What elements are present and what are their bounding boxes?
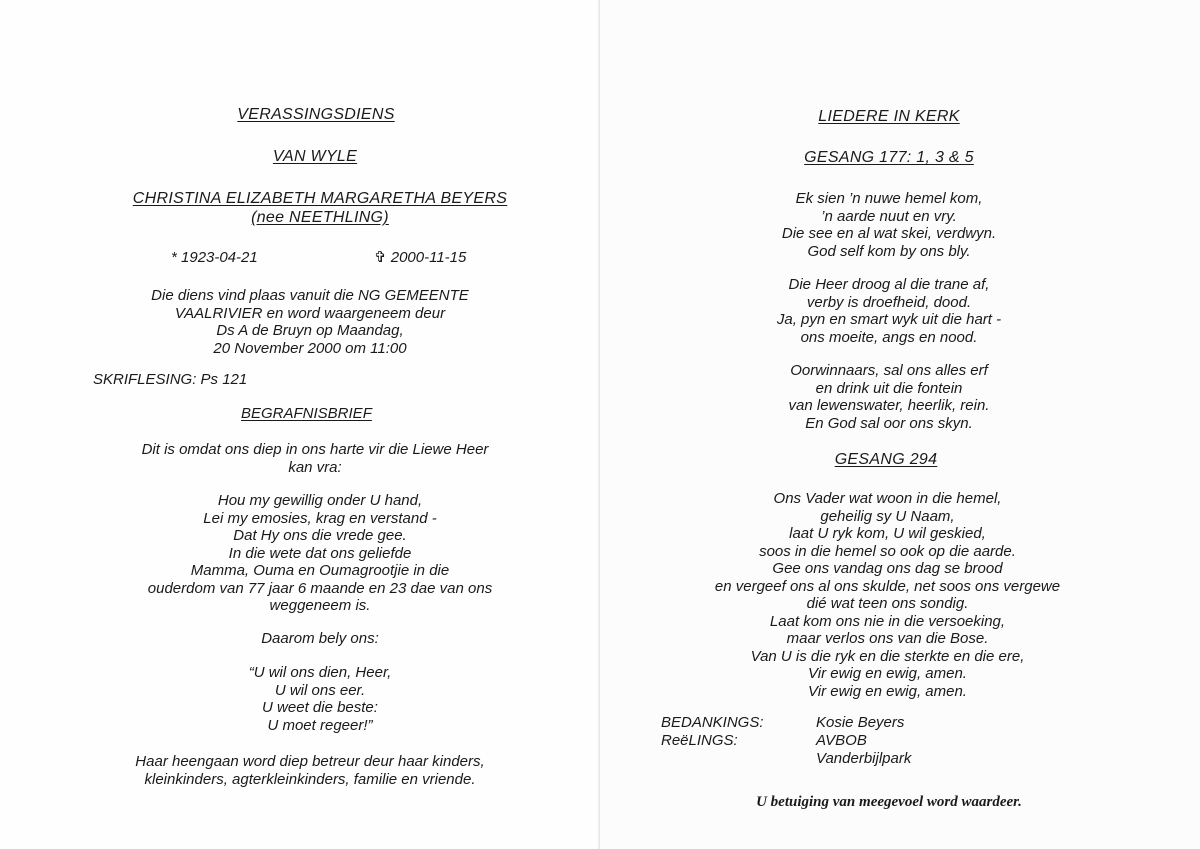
- prayer-line: weggeneem is.: [269, 597, 371, 614]
- prayer-line: ouderdom van 77 jaar 6 maande en 23 dae van ons: [147, 579, 493, 597]
- verse-line: “U wil ons dien, Heer,: [248, 664, 392, 681]
- hymn-177-title: GESANG 177: 1, 3 & 5: [804, 149, 974, 166]
- service-heading: VERASSINGSDIENS: [237, 106, 395, 123]
- deceased-heading: VAN WYLE: [272, 148, 358, 165]
- service-line: VAALRIVIER en word waargeneem deur: [174, 304, 446, 322]
- prayer-line: Hou my gewillig onder U hand,: [217, 492, 423, 509]
- prayer-line: laat U ryk kom, U wil geskied,: [789, 525, 986, 542]
- thanks-value: Kosie Beyers: [816, 714, 905, 731]
- hymn-line: Die see en al wat skei, verdwyn.: [781, 225, 997, 242]
- verse-line: U weet die beste:: [262, 699, 378, 716]
- prayer-line: Dat Hy ons die vrede gee.: [233, 527, 407, 544]
- closing-line: kleinkinders, agterkleinkinders, familie en vriende.: [144, 770, 476, 788]
- confession-verse: [60, 664, 580, 734]
- verse-line: U wil ons eer.: [274, 681, 366, 699]
- arrangements-location: Vanderbijlpark: [816, 750, 912, 767]
- service-line: Ds A de Bruyn op Maandag,: [216, 322, 404, 339]
- hymn-line: Oorwinnaars, sal ons alles erf: [790, 362, 988, 379]
- letter-intro: [60, 441, 570, 476]
- right-page: [600, 0, 1200, 849]
- hymn-line: en drink uit die fontein: [815, 379, 963, 397]
- prayer-line: en vergeef ons al ons skulde, net soos ons vergewe: [714, 577, 1061, 595]
- intro-line: Dit is omdat ons diep in ons harte vir die Liewe Heer: [141, 441, 489, 458]
- letter-title: BEGRAFNISBRIEF: [241, 405, 372, 422]
- hymn-177-stanza-2: [600, 276, 1178, 346]
- scripture-reading: SKRIFLESING: Ps 121: [93, 371, 248, 388]
- hymns-heading: LIEDERE IN KERK: [818, 108, 960, 125]
- closing-line: Haar heengaan word diep betreur deur haar kinders,: [135, 753, 485, 770]
- deceased-name: CHRISTINA ELIZABETH MARGARETHA BEYERS: [132, 190, 508, 207]
- verse-line: U moet regeer!”: [267, 716, 373, 734]
- death-date: ✞ 2000-11-15: [374, 249, 467, 266]
- maiden-name: (nee NEETHLING): [251, 209, 389, 226]
- hymn-line: ons moeite, angs en nood.: [800, 328, 978, 346]
- prayer-line: Vir ewig en ewig, amen.: [808, 682, 967, 700]
- prayer-line: Laat kom ons nie in die versoeking,: [769, 612, 1006, 630]
- arrangements-value: AVBOB: [816, 732, 867, 749]
- hymn-line: verby is droefheid, dood.: [806, 293, 972, 311]
- thanks-label: BEDANKINGS:: [661, 714, 764, 731]
- hymn-line: Ja, pyn en smart wyk uit die hart -: [776, 311, 1002, 328]
- prayer-line: Van U is die ryk en die sterkte en die ere,: [750, 647, 1025, 665]
- service-line: Die diens vind plaas vanuit die NG GEMEENTE: [151, 287, 469, 304]
- hymn-177-stanza-3: [600, 362, 1178, 432]
- footer-note: U betuiging van meegevoel word waardeer.: [756, 794, 1022, 810]
- hymn-line: van lewenswater, heerlik, rein.: [788, 397, 990, 414]
- birth-date: * 1923-04-21: [171, 249, 258, 266]
- intro-line: kan vra:: [288, 458, 342, 476]
- prayer-line: Mamma, Ouma en Oumagrootjie in die: [190, 562, 450, 579]
- service-line: 20 November 2000 om 11:00: [213, 339, 407, 357]
- prayer-line: Gee ons vandag ons dag se brood: [772, 560, 1003, 577]
- hymn-line: ’n aarde nuut en vry.: [821, 207, 957, 225]
- prayer-line: dié wat teen ons sondig.: [806, 595, 969, 612]
- prayer-line: Ons Vader wat woon in die hemel,: [773, 490, 1002, 507]
- service-details: [80, 287, 540, 357]
- hymn-line: En God sal oor ons skyn.: [805, 414, 973, 432]
- lords-prayer: [600, 490, 1175, 700]
- prayer-line: In die wete dat ons geliefde: [228, 544, 412, 562]
- hymn-294-title: GESANG 294: [834, 451, 938, 468]
- hymn-line: Die Heer droog al die trane af,: [788, 276, 990, 293]
- hymn-177-stanza-1: [600, 190, 1178, 260]
- prayer-line: maar verlos ons van die Bose.: [786, 630, 989, 647]
- hymn-line: Ek sien ’n nuwe hemel kom,: [795, 190, 983, 207]
- confession-intro: Daarom bely ons:: [261, 630, 379, 647]
- prayer-line: geheilig sy U Naam,: [820, 507, 955, 525]
- prayer-line: soos in die hemel so ook op die aarde.: [759, 542, 1016, 560]
- prayer-line: Lei my emosies, krag en verstand -: [203, 509, 437, 527]
- prayer-line: Vir ewig en ewig, amen.: [808, 665, 967, 682]
- arrangements-label: ReëLINGS:: [661, 732, 738, 749]
- hymn-line: God self kom by ons bly.: [807, 242, 971, 260]
- prayer-text: [60, 492, 580, 615]
- closing-text: [60, 753, 560, 788]
